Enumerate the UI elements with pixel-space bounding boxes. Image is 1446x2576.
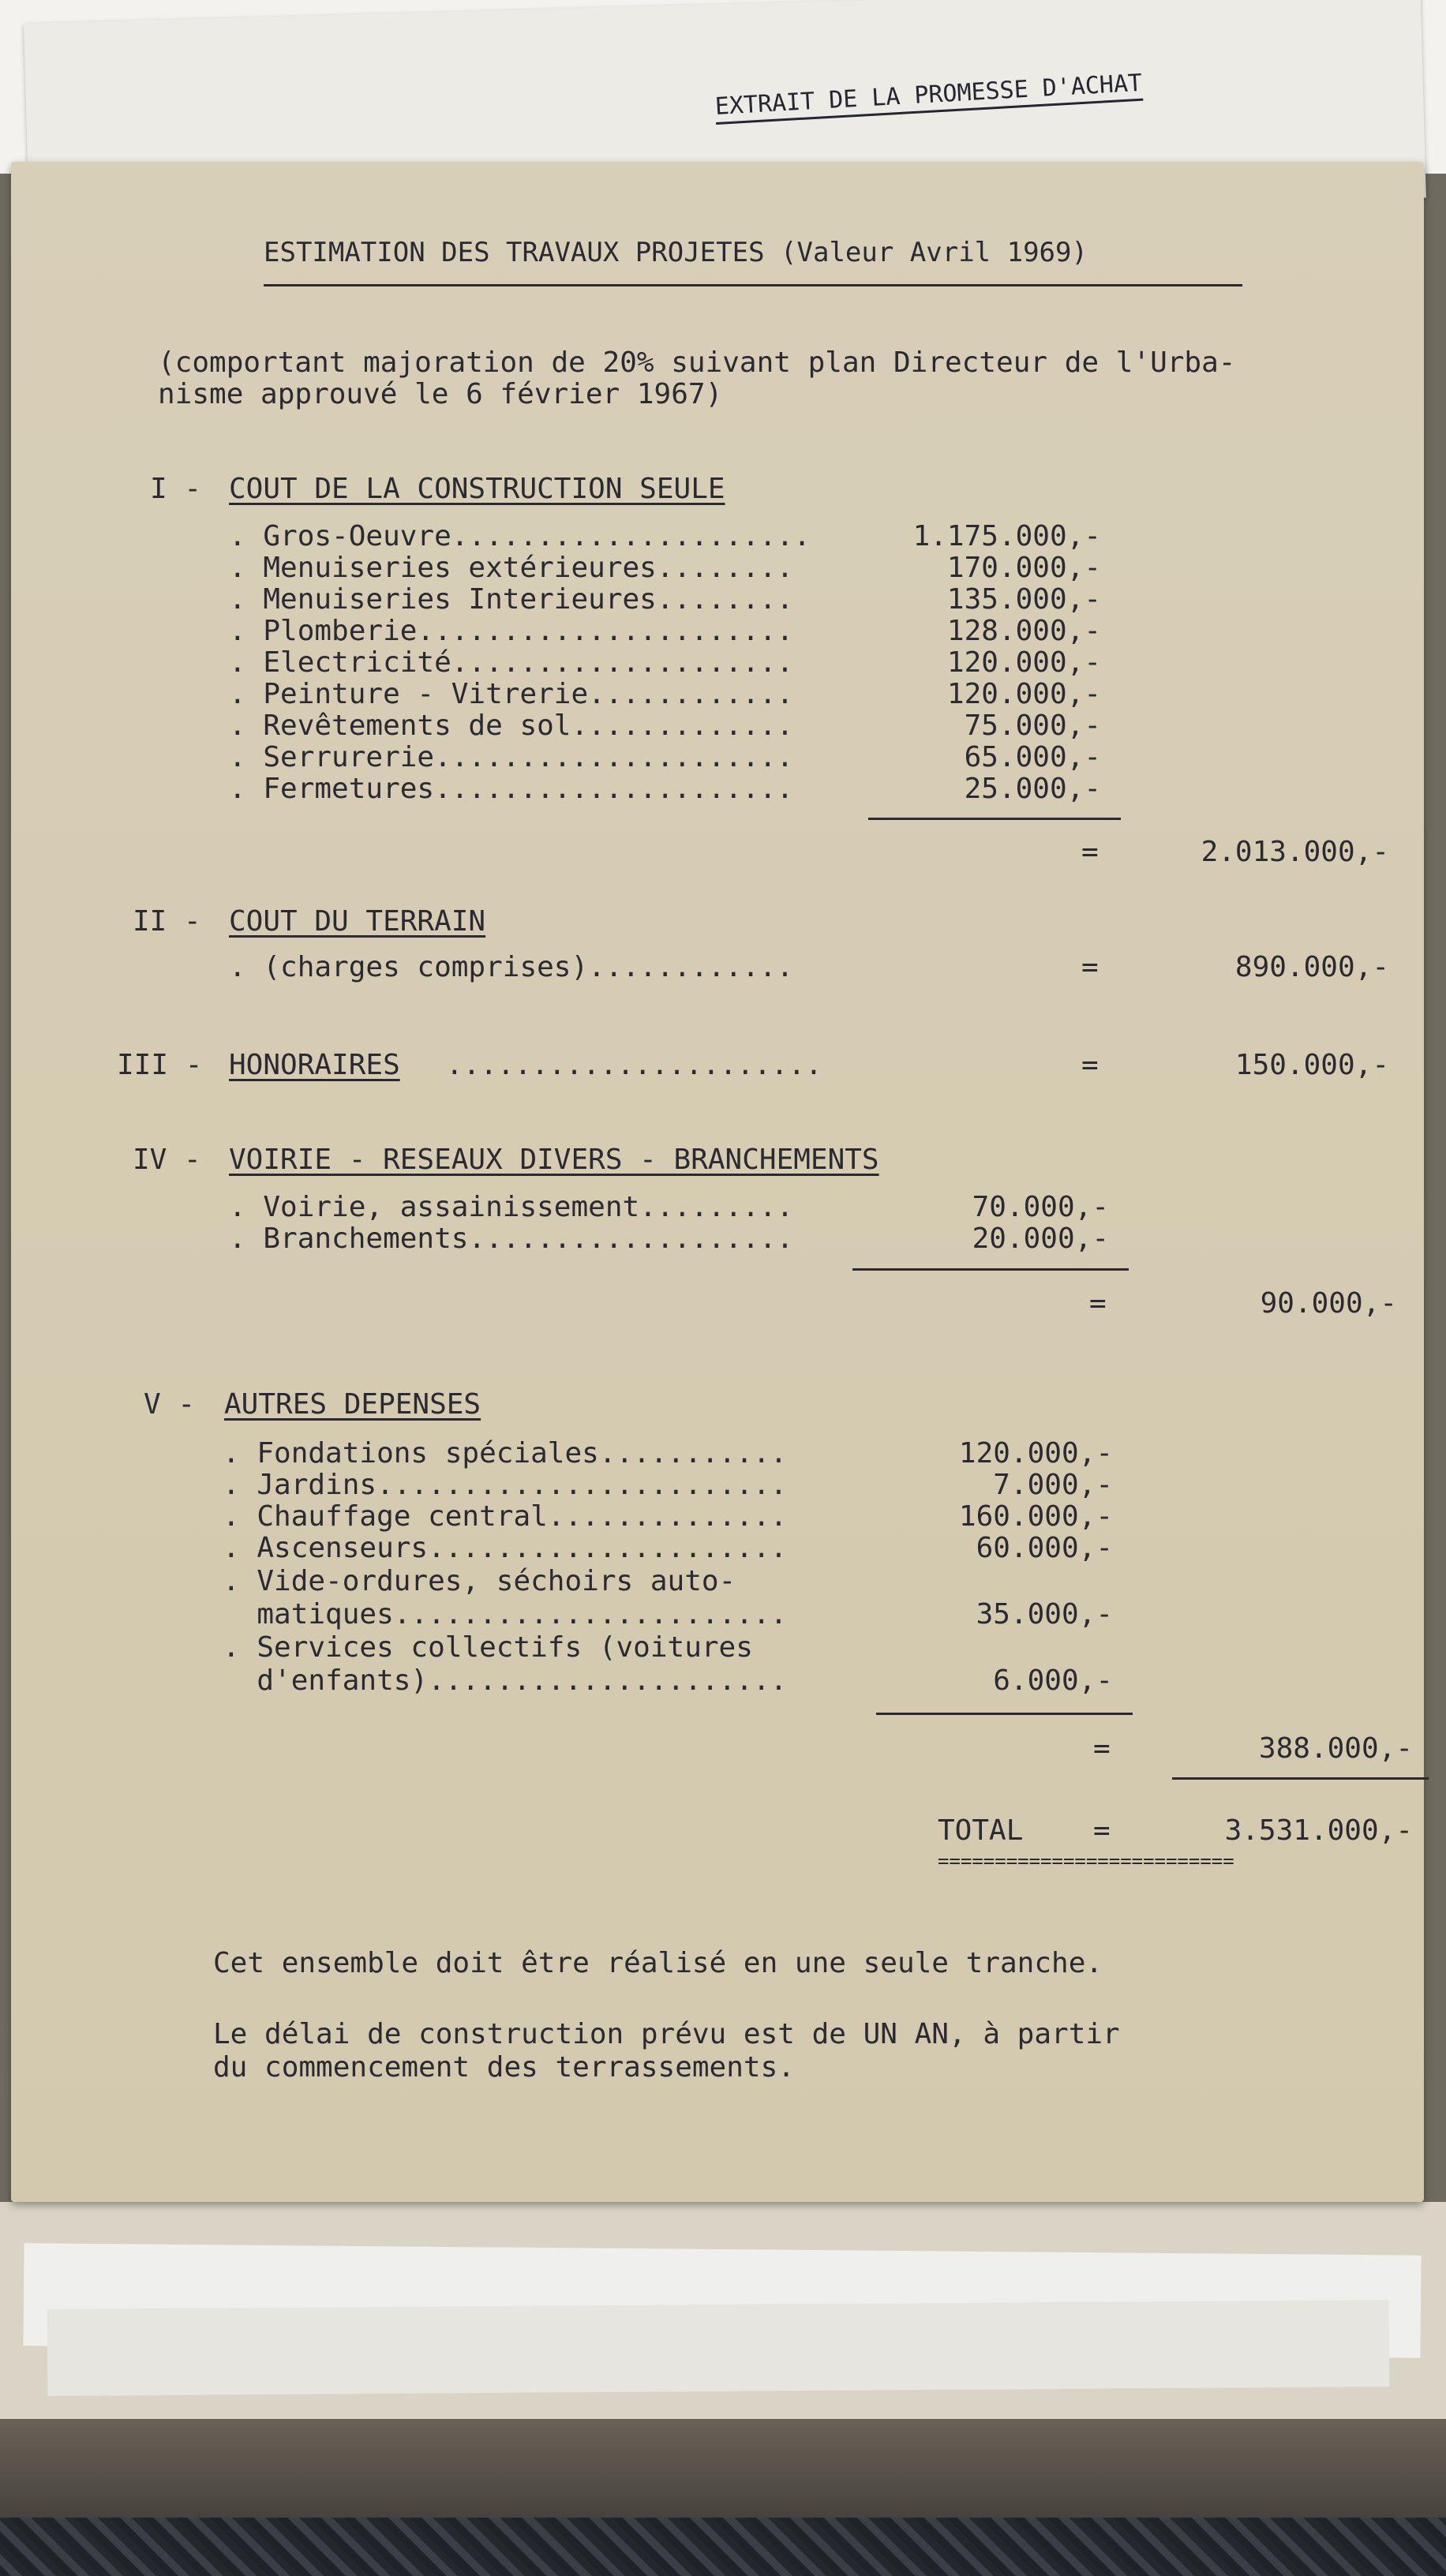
line-item-label: . Menuiseries extérieures........	[229, 552, 794, 584]
line-item-amount: 20.000,-	[972, 1222, 1109, 1255]
line-item-amount: 170.000,-	[946, 552, 1101, 584]
line-item-amount: 70.000,-	[972, 1191, 1109, 1223]
line-item-amount: 120.000,-	[946, 646, 1101, 679]
section-heading: VOIRIE - RESEAUX DIVERS - BRANCHEMENTS	[229, 1144, 879, 1176]
grand-total-amount: 3.531.000,-	[1224, 1814, 1413, 1847]
header-note: EXTRAIT DE LA PROMESSE D'ACHAT	[714, 69, 1143, 125]
grand-total-label: TOTAL	[938, 1814, 1024, 1847]
title-underline	[264, 284, 1242, 286]
line-item-label: . Services collectifs (voitures	[223, 1631, 753, 1664]
intro-line-2: nisme approuvé le 6 février 1967)	[158, 378, 723, 410]
line-item-label: . Revêtements de sol.............	[229, 710, 794, 742]
fabric-edge	[0, 2518, 1446, 2576]
line-item-label: . Peinture - Vitrerie............	[229, 678, 794, 710]
line-item-amount: 160.000,-	[958, 1500, 1113, 1533]
line-item-label: . Voirie, assainissement.........	[229, 1191, 794, 1223]
line-item-label: . (charges comprises)............	[229, 951, 794, 983]
closing-paragraph-line-1: Le délai de construction prévu est de UN AN, à partir	[213, 2018, 1120, 2050]
lower-sheet	[47, 2300, 1390, 2396]
line-item-amount: 60.000,-	[976, 1532, 1113, 1564]
line-item-label: . Vide-ordures, séchoirs auto-	[223, 1565, 736, 1597]
line-item-amount: 6.000,-	[993, 1664, 1113, 1697]
line-item-label: . Menuiseries Interieures........	[229, 583, 794, 616]
line-item-amount: 75.000,-	[964, 710, 1101, 742]
line-item-amount: 1.175.000,-	[912, 520, 1101, 552]
line-item-amount: 7.000,-	[993, 1469, 1113, 1501]
total-rule	[1172, 1777, 1429, 1780]
line-item-amount: 128.000,-	[946, 615, 1101, 647]
line-item-amount: 120.000,-	[946, 678, 1101, 710]
section-number: IV -	[133, 1144, 201, 1176]
subtotal-rule	[852, 1268, 1129, 1271]
line-item-amount: 35.000,-	[976, 1598, 1113, 1631]
line-item-label: . Electricité....................	[229, 646, 794, 679]
line-item-label: . Serrurerie.....................	[229, 741, 794, 773]
line-item-amount: 65.000,-	[964, 741, 1101, 773]
line-item-label: . Branchements...................	[229, 1222, 794, 1255]
grand-total-double-rule: ==========================	[938, 1850, 1234, 1872]
document-page	[11, 162, 1424, 2202]
line-item-amount: 135.000,-	[946, 583, 1101, 616]
section-number: III -	[117, 1049, 203, 1081]
line-item-amount: 120.000,-	[958, 1437, 1113, 1470]
line-item-label: d'enfants).....................	[223, 1664, 788, 1697]
section-heading: HONORAIRES	[229, 1049, 400, 1081]
line-item-label: . Ascenseurs.....................	[223, 1532, 788, 1564]
document-title: ESTIMATION DES TRAVAUX PROJETES (Valeur Avril 1969)	[264, 237, 1088, 268]
line-item-amount: 25.000,-	[964, 773, 1101, 805]
leader-dots: ......................	[446, 1049, 822, 1081]
equals-sign: =	[1093, 1814, 1111, 1847]
section-total: 150.000,-	[1234, 1049, 1389, 1081]
equals-sign: =	[1093, 1732, 1111, 1765]
line-item-label: . Fondations spéciales...........	[223, 1437, 788, 1470]
section-heading: COUT DE LA CONSTRUCTION SEULE	[229, 473, 725, 505]
line-item-label: . Jardins........................	[223, 1469, 788, 1501]
subtotal-rule	[876, 1713, 1133, 1715]
section-total: 90.000,-	[1260, 1287, 1397, 1320]
section-total: 890.000,-	[1234, 951, 1389, 983]
line-item-label: . Fermetures.....................	[229, 773, 794, 805]
line-item-label: . Gros-Oeuvre.....................	[229, 520, 811, 552]
closing-paragraph-line-2: du commencement des terrassements.	[213, 2051, 795, 2084]
line-item-label: . Chauffage central..............	[223, 1500, 788, 1533]
equals-sign: =	[1081, 836, 1099, 868]
equals-sign: =	[1081, 951, 1099, 983]
section-total: 2.013.000,-	[1201, 836, 1389, 868]
subtotal-rule	[868, 818, 1121, 820]
section-number: II -	[133, 905, 201, 938]
section-number: I -	[150, 473, 202, 505]
line-item-label: . Plomberie......................	[229, 615, 794, 647]
equals-sign: =	[1081, 1049, 1099, 1081]
section-heading: COUT DU TERRAIN	[229, 905, 486, 938]
section-number: V -	[144, 1388, 196, 1421]
equals-sign: =	[1089, 1287, 1107, 1320]
intro-line-1: (comportant majoration de 20% suivant plan Directeur de l'Urba-	[158, 346, 1236, 379]
closing-sentence: Cet ensemble doit être réalisé en une seule tranche.	[213, 1947, 1103, 1979]
section-heading: AUTRES DEPENSES	[224, 1388, 481, 1421]
line-item-label: matiques.......................	[223, 1598, 788, 1631]
section-total: 388.000,-	[1258, 1732, 1413, 1765]
